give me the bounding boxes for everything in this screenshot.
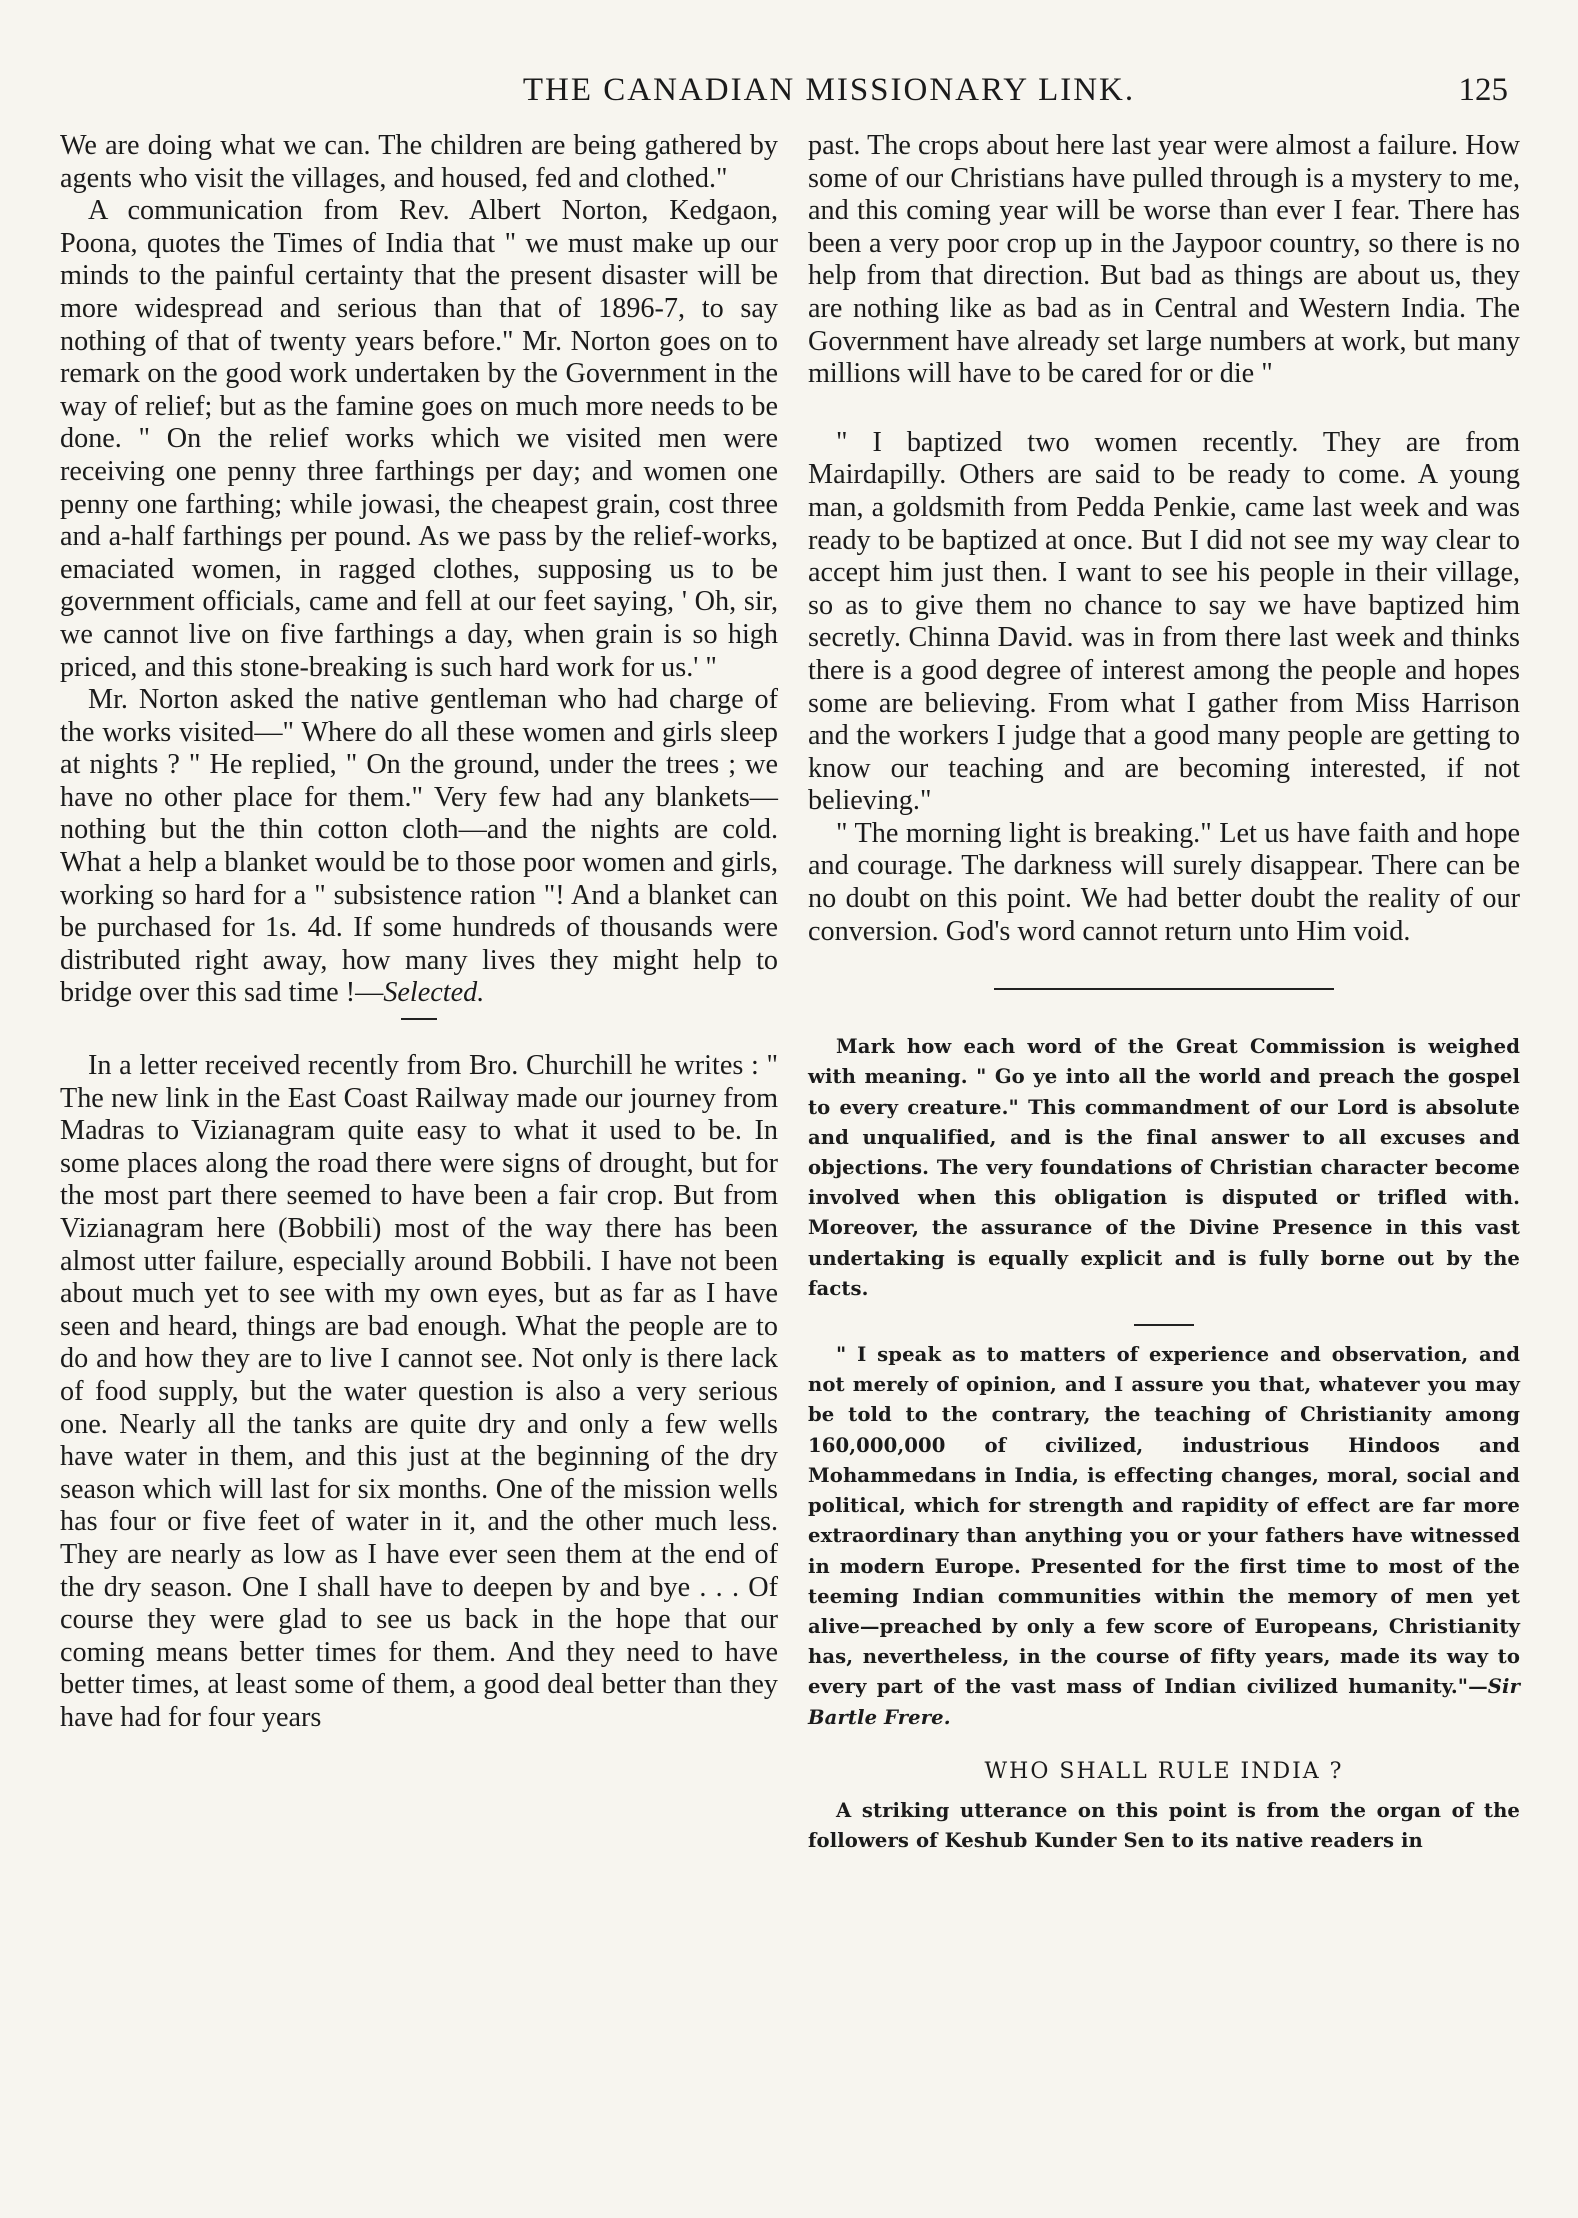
left-column	[60, 130, 778, 1735]
paragraph: A communication from Rev. Albert Norton, Kedgaon, Poona, quotes the Times of India that " we must make up our minds to the painful certainty that the present disaster will be more widespread and serious than that of 1896-7, to say nothing of that of twenty years before." Mr. Norton goes on to remark on the good work undertaken by the Government in the way of relief; but as the famine goes on much more needs to be done. " On the relief works which we visited men were receiving one penny three farthings per day; and women one penny one farthing; while jowasi, the cheapest grain, cost three and a-half farthings per pound. As we pass by the relief-works, emaciated women, in ragged clothes, supposing us to be government officials, came and fell at our feet saying, ' Oh, sir, we cannot live on five farthings a day, when grain is so high priced, and this stone-breaking is such hard work for us.' "	[60, 195, 778, 683]
small-paragraph	[808, 1340, 1520, 1733]
journal-title: THE CANADIAN MISSIONARY LINK.	[522, 72, 1136, 108]
divider	[1134, 1324, 1194, 1326]
page-number: 125	[1458, 72, 1508, 108]
paragraph: We are doing what we can. The children are being gathered by agents who visit the villages, and housed, fed and clothed."	[60, 130, 778, 194]
divider	[994, 988, 1334, 990]
paragraph: " I baptized two women recently. They are from Mairdapilly. Others are said to be ready to come. A young man, a goldsmith from Pedda Penkie, came last week and was ready to be baptized at once. But I did not see my way clear to accept him just then. I want to see his people in their village, so as to give them no chance to say we have baptized him secretly. Chinna David. was in from there last week and thinks there is a good degree of interest among the people and hopes some are believing. From what I gather from Miss Harrison and the workers I judge that a good many people are getting to know our teaching and are becoming interested, if not believing."	[808, 426, 1520, 817]
attribution: Selected.	[383, 977, 485, 1009]
quote-block	[808, 1032, 1520, 1856]
paragraph: In a letter received recently from Bro. Churchill he writes : " The new link in the East Coast Railway made our journey from Madras to Vizianagram quite easy to what it used to be. In some places along the road there were signs of drought, but for the most part there seemed to have been a fair crop. But from Vizianagram here (Bobbili) most of the way there has been almost utter failure, especially around Bobbili. I have not been about much yet to see with my own eyes, but as far as I have seen and heard, things are bad enough. What the people are to do and how they are to live I cannot see. Not only is there lack of food supply, but the water question is also a very serious one. Nearly all the tanks are quite dry and only a few wells have water in them, and this just at the beginning of the dry season which will last for six months. One of the mission wells has four or five feet of water in it, and the other much less. They are nearly as low as I have ever seen them at the end of the dry season. One I shall have to deepen by and bye . . . Of course they were glad to see us back in the hope that our coming means better times for them. And they need to have better times, at least some of them, a good deal better than they have had for four years	[60, 1050, 778, 1733]
paragraph	[60, 684, 778, 1010]
divider	[401, 1018, 437, 1020]
paragraph: past. The crops about here last year were almost a failure. How some of our Christians have pulled through is a mystery to me, and this coming year will be worse than ever I fear. There has been a very poor crop up in the Jaypoor country, so there is no help from that direction. But bad as things are about us, they are nothing like as bad as in Central and Western India. The Government have already set large numbers at work, but many millions will have to be cared for or die "	[808, 130, 1520, 390]
page-header	[60, 72, 1518, 122]
small-paragraph: A striking utterance on this point is from the organ of the followers of Keshub Kunder Sen to its native readers in	[808, 1798, 1520, 1852]
paragraph-text: Mr. Norton asked the native gentleman who had charge of the works visited—" Where do all these women and girls sleep at nights ? " He replied, " On the ground, under the trees ; we have no other place for them." Very few had any blankets—nothing but the thin cotton cloth—and the nights are cold. What a help a blanket would be to those poor women and girls, working so hard for a " subsistence ration "! And a blanket can be purchased for 1s. 4d. If some hundreds of thousands were distributed right away, how many lives they might help to bridge over this sad time !—	[60, 684, 778, 1009]
small-paragraph: Mark how each word of the Great Commission is weighed with meaning. " Go ye into all the world and preach the gospel to every creature." This commandment of our Lord is absolute and unqualified, and is the final answer to all excuses and objections. The very foundations of Christian character become involved when this obligation is disputed or trifled with. Moreover, the assurance of the Divine Presence in this vast undertaking is equally explicit and is fully borne out by the facts.	[808, 1035, 1520, 1300]
right-column	[808, 130, 1520, 1856]
paragraph: " The morning light is breaking." Let us have faith and hope and courage. The darkness will surely disappear. There can be no doubt on this point. We had better doubt the reality of our conversion. God's word cannot return unto Him void.	[808, 817, 1520, 947]
attribution: Sir Bartle Frere.	[808, 1675, 1520, 1729]
section-heading: WHO SHALL RULE INDIA ?	[984, 1758, 1344, 1784]
quote-text: " I speak as to matters of experience and observation, and not merely of opinion, and I assure you that, whatever you may be told to the contrary, the teaching of Christianity among 160,000,000 of civilized, industrious Hindoos and Mohammedans in India, is effecting changes, moral, social and political, which for strength and rapidity of effect are far more extraordinary than anything you or your fathers have witnessed in modern Europe. Presented for the first time to most of the teeming Indian communities within the memory of men yet alive—preached by only a few score of Europeans, Christianity has, nevertheless, in the course of fifty years, made its way to every part of the vast mass of Indian civilized humanity."—	[808, 1343, 1520, 1699]
